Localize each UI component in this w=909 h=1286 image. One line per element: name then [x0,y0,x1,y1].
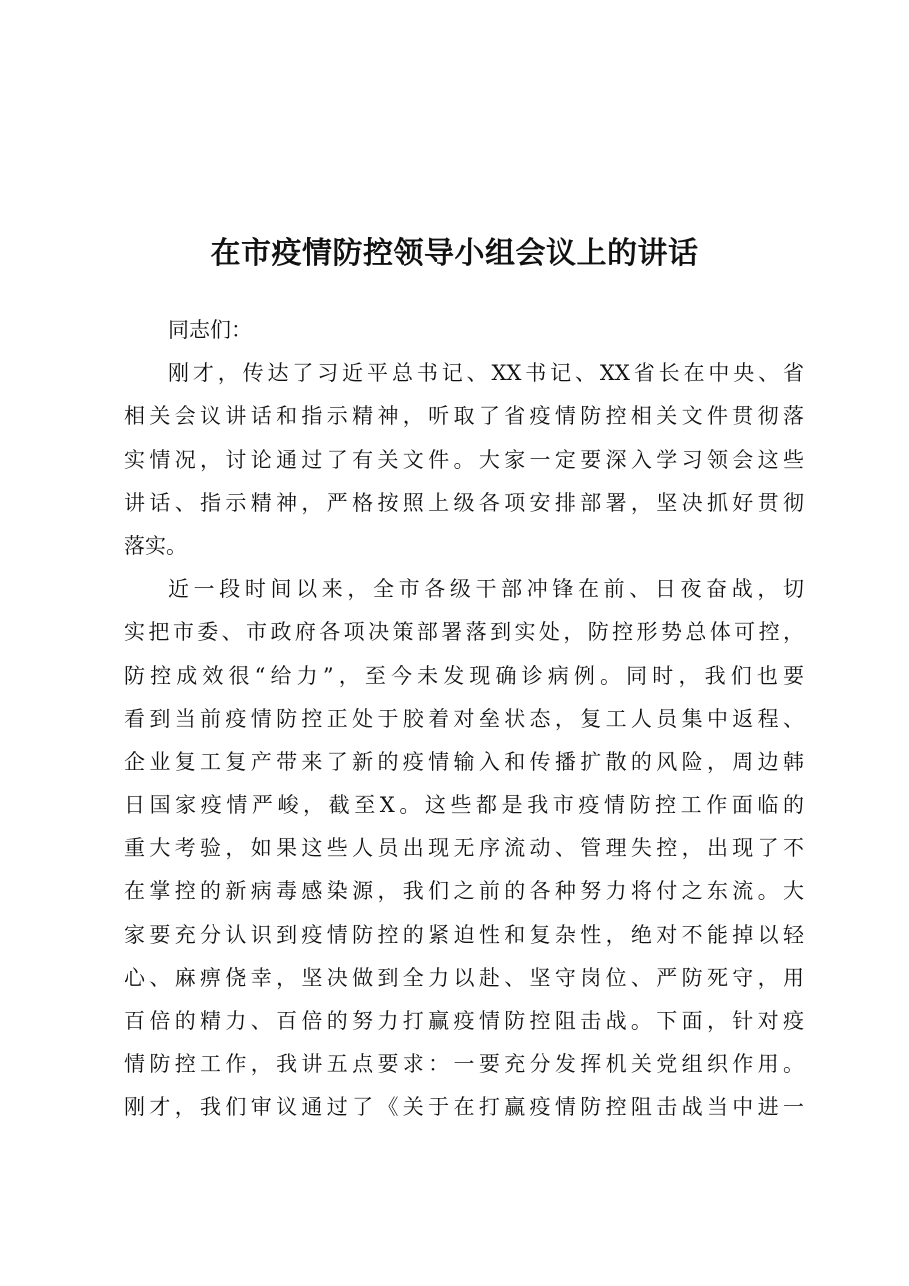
text-line: 近一段时间以来，全市各级干部冲锋在前、日夜奋战，切 [168,577,804,602]
document-body [124,309,804,1130]
text-line: 家要充分认识到疫情防控的紧迫性和复杂性，绝对不能掉以轻 [124,922,804,947]
text-line: 看到当前疫情防控正处于胶着对垒状态，复工人员集中返程、 [124,706,804,731]
text-line: 讲话、指示精神，严格按照上级各项安排部署，坚决抓好贯彻 [124,490,804,515]
text-line: 情防控工作，我讲五点要求：一要充分发挥机关党组织作用。 [124,1052,804,1077]
text-line: 落实。 [124,533,187,558]
text-line: 实把市委、市政府各项决策部署落到实处，防控形势总体可控， [124,620,804,645]
text-line: 百倍的精力、百倍的努力打赢疫情防控阻击战。下面，针对疫 [124,1009,804,1033]
text-line: 刚才，我们审议通过了《关于在打赢疫情防控阻击战当中进一 [124,1095,804,1120]
text-line: 日国家疫情严峻，截至X。这些都是我市疫情防控工作面临的 [124,793,804,818]
document-title: 在市疫情防控领导小组会议上的讲话 [210,236,699,271]
text-line: 心、麻痹侥幸，坚决做到全力以赴、坚守岗位、严防死守，用 [124,965,804,990]
text-line: 在掌控的新病毒感染源，我们之前的各种努力将付之东流。大 [124,879,804,904]
text-line: 同志们： [168,318,252,342]
text-line: 实情况，讨论通过了有关文件。大家一定要深入学习领会这些 [124,447,804,472]
text-line: 防控成效很“给力”，至今未发现确诊病例。同时，我们也要 [124,663,804,688]
text-line: 企业复工复产带来了新的疫情输入和传播扩散的风险，周边韩 [124,749,804,774]
text-line: 刚才，传达了习近平总书记、XX书记、XX省长在中央、省 [168,361,804,386]
text-line: 相关会议讲话和指示精神，听取了省疫情防控相关文件贯彻落 [124,404,804,429]
text-line: 重大考验，如果这些人员出现无序流动、管理失控，出现了不 [124,836,804,861]
